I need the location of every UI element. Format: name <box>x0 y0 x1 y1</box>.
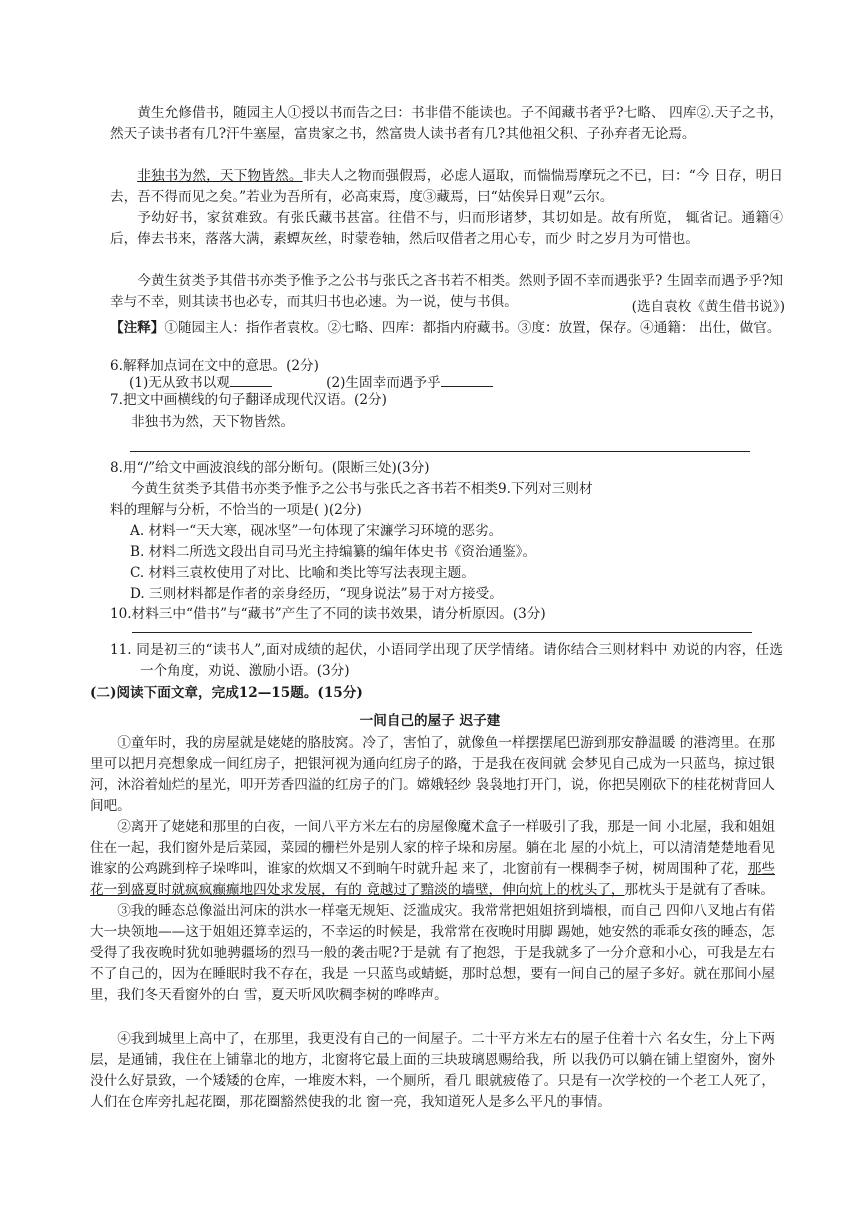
passage-paragraph-4: 今黄生贫类予其借书亦类予惟予之公书与张氏之吝书若不相类。然则予固不幸而遇张乎? 生固幸而遇予乎?知幸与不幸，则其读书也必专，而其归书也必速。为一说，使与书俱。 <box>110 273 783 310</box>
essay-paragraph-3: ③我的睡态总像溢出河床的洪水一样毫无规矩、泛滥成灾。我常常把姐姐挤到墙根，而自己 四仰八叉地占有偌大一块领地——这于姐姐还算幸运的，不幸运的时候是，我常常在夜晚时用脚 踢她，她安然的乖乖女孩的睡态，怎受得了我夜晚时犹如驰骋疆场的烈马一般的袭击呢?于是就 有了抱怨，于是我就多了一分介意和小心，可我是左右不了自己的，因为在睡眠时我不存在，我是 一只蓝鸟或蜻蜓，那时总想，要有一间自己的屋子多好。就在那间小屋里，我们冬天看窗外的白 雪，夏天听风吹稠李树的哗哗声。 <box>90 903 775 1003</box>
underlined-sentence: 非独书为然，天下物皆然。 <box>137 168 303 184</box>
essay-underlined-sentence: 那些花一到盛夏时就疯疯癫癫地四处求发展，有的 竟越过了黯淡的墙壁，伸向炕上的枕头了， <box>90 861 776 898</box>
passage-paragraph-1: 黄生允修借书，随园主人①授以书而告之曰：书非借不能读也。子不闻藏书者乎?七略、 四库②.天子之书，然天子读书者有几?汗牛塞屋，富贵家之书，然富贵人读书者有几?其他祖父积、子孙弃者无论焉。 <box>110 105 783 142</box>
question-9-option-a: A. 材料一“天大寒，砚冰坚”一句体现了宋濂学习环境的恶劣。 <box>130 523 503 539</box>
answer-line-10[interactable] <box>132 632 752 633</box>
passage-paragraph-2 <box>110 166 783 208</box>
question-9-option-b: B. 材料二所选文段出自司马光主持编纂的编年体史书《资治通鉴》。 <box>130 544 537 560</box>
question-8: 8.用“/”给文中画波浪线的部分断句。(限断三处)(3分) <box>110 460 430 476</box>
section-heading: (二)阅读下面文章，完成12—15题。(15分) <box>90 685 363 701</box>
question-7: 7.把文中画横线的句子翻译成现代汉语。(2分) <box>110 392 387 408</box>
answer-blank-6-1[interactable] <box>230 372 272 387</box>
annotation-note <box>110 318 783 339</box>
essay-title-block <box>0 711 860 732</box>
question-9-option-d: D. 三则材料都是作者的亲身经历，“现身说法”易于对方接受。 <box>130 586 503 602</box>
answer-blank-6-2[interactable] <box>441 372 493 387</box>
question-11: 11. 同是初三的“读书人”,面对成绩的起伏，小语同学出现了厌学情绪。请你结合三则材料中 劝说的内容，任选一个角度，劝说、激励小语。(3分) <box>110 642 783 679</box>
answer-line-7[interactable] <box>130 451 750 452</box>
question-6-item-1: (1)无从致书以观 <box>129 375 230 391</box>
essay-paragraph-1: ①童年时，我的房屋就是姥姥的胳肢窝。冷了，害怕了，就像鱼一样摆摆尾巴游到那安静温暖 的港湾里。在那里可以把月亮想象成一间红房子，把银河视为通向红房子的路，于是我在夜间就 会梦见自己成为一只蓝鸟，掠过银河，沐浴着灿烂的星光，叩开芳香四溢的红房子的门。嫦娥轻纱 袅袅地打开门，说，你把吴刚砍下的桂花树背回人间吧。 <box>90 735 775 814</box>
question-9-option-c: C. 材料三袁枚使用了对比、比喻和类比等写法表现主题。 <box>130 565 475 581</box>
paragraph-2-rest: 非夫人之物而强假焉，必虑人逼取，而惴惴焉摩玩之不已，曰：“今 日存，明日去，吾不得而见之矣。”若业为吾所有，必高束焉，度③藏焉，曰“姑俟异日观”云尔。 <box>110 168 783 205</box>
question-6-item-2: (2)生固幸而遇予乎 <box>326 375 441 391</box>
essay-paragraph-2 <box>90 817 775 901</box>
essay-paragraph-4: ④我到城里上高中了，在那里，我更没有自己的一间屋子。二十平方米左右的屋子住着十六 名女生，分上下两层，是通铺，我住在上铺靠北的地方，北窗将它最上面的三块玻璃恩赐给我，所 以我仍可以躺在铺上望窗外，窗外没什么好景致，一个矮矮的仓库，一堆废木料，一个厕所，看几 眼就疲倦了。只是有一次学校的一个老工人死了，人们在仓库旁扎起花圈，那花圈豁然使我的北 窗一亮，我知道死人是多么平凡的事情。 <box>90 1031 775 1110</box>
question-8-text: 今黄生贫类予其借书亦类予惟予之公书与张氏之吝书若不相类9.下列对三则材 <box>131 481 593 497</box>
essay-paragraph-2-end: 那枕头于是就有了香味。 <box>624 882 775 898</box>
note-text: ①随园主人：指作者袁枚。②七略、四库：都指内府藏书。③度：放置，保存。④通籍： 出仕，做官。 <box>164 320 781 336</box>
question-7-sentence: 非独书为然，天下物皆然。 <box>131 414 295 430</box>
question-6: 6.解释加点词在文中的意思。(2分) <box>110 358 319 374</box>
question-9-stem: 料的理解与分析，不恰当的一项是( )(2分) <box>110 502 362 518</box>
essay-paragraph-2-start: ②离开了姥姥和那里的白夜，一间八平方米左右的房屋像魔术盒子一样吸引了我，那是一间 小北屋，我和姐姐住在一起，我们窗外是后菜园，菜园的栅栏外是别人家的梓子垛和房屋。躺在北 屋的小炕上，可以清清楚楚地看见谁家的公鸡跳到梓子垛哗叫，谁家的炊烟又不到晌午时就升起 来了，北窗前有一棵稠李子树，树周围种了花， <box>90 819 775 877</box>
note-label: 【注释】 <box>110 320 165 336</box>
question-10: 10.材料三中“借书”与“藏书”产生了不同的读书效果，请分析原因。(3分) <box>110 606 546 622</box>
passage-paragraph-3: 予幼好书，家贫难致。有张氏藏书甚富。往借不与，归而形诸梦，其切如是。故有所览， 辄省记。通籍④后，俸去书来，落落大满，素蟫灰丝，时蒙卷轴，然后叹借者之用心专，而少 时之岁月为可惜也。 <box>110 210 783 247</box>
essay-author: 迟子建 <box>459 713 501 729</box>
source-citation: (选自袁枚《黄生借书说》) <box>631 299 785 315</box>
essay-title: 一间自己的屋子 <box>359 713 455 729</box>
